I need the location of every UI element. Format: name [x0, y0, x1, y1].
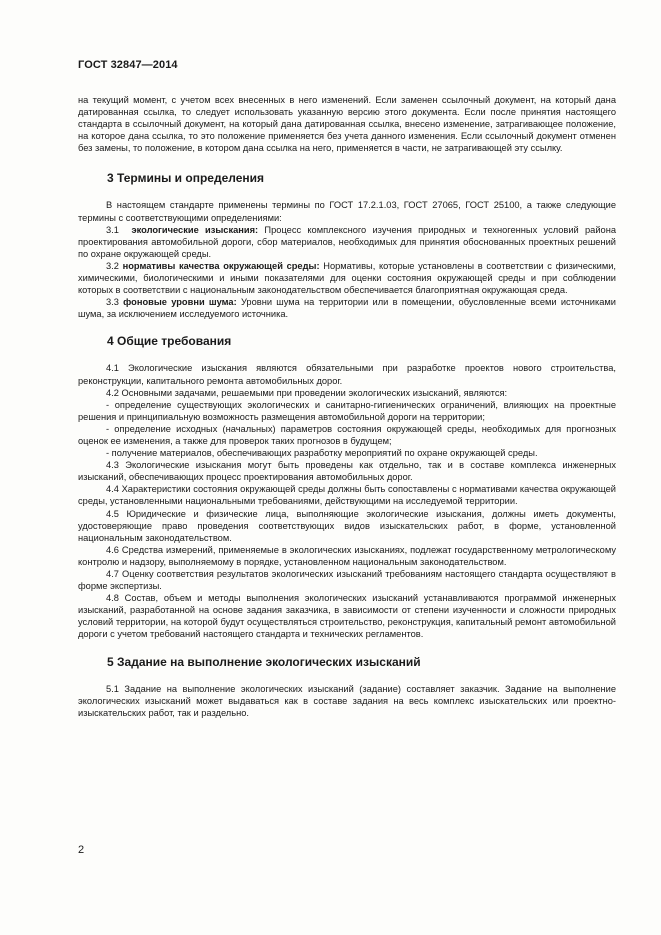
clause-4-3: 4.3 Экологические изыскания могут быть проведены как отдельно, так и в составе комплекса инженерных изысканий, обеспечивающих процесс проектирования автомобильных дорог. — [78, 460, 616, 483]
term-definition: Процесс комплексного изучения природных и техногенных условий района проектирования автомобильной дороги, сбор материалов, необходимых для принятия обоснованных проектных решений по охране окружающей среды. — [78, 224, 617, 259]
clause-4-6: 4.6 Средства измерений, применяемые в экологических изысканиях, подлежат государственному метрологическому контролю и надзору, выполняемому в порядке, установленном национальным законодательством. — [78, 544, 616, 567]
term-number: 3.3 — [106, 297, 119, 308]
intro-paragraph: на текущий момент, с учетом всех внесенных в него изменений. Если заменен ссылочный документ, на который дана датированная ссылка, то следует использовать указанную версию этого документа. Если после принятия настоящего стандарта в ссылочный документ, на который дана датированная ссылка, внесено изменение, затрагивающее положение, на которое дана ссылка, то это положение применяется без учета данного изменения. Если ссылочный документ отменен без замены, то положение, в котором дана ссылка на него, применяется в части, не затрагивающей эту ссылку. — [78, 95, 616, 154]
clause-4-2: 4.2 Основными задачами, решаемыми при проведении экологических изысканий, являются: — [106, 387, 508, 398]
term-definition: Уровни шума на территории или в помещении, обусловленные всеми источниками шума, за исключением исследуемого источника. — [78, 297, 617, 320]
clause-4-8: 4.8 Состав, объем и методы выполнения экологических изысканий устанавливаются программой инженерных изысканий, разработанной на основе задания заказчика, в зависимости от степени изученности и сложности природных условий территории, на которой будут осуществляться строительство, реконструкция, капитальный ремонт автомобильной дороги с учетом требований настоящего стандарта и технических регламентов. — [78, 593, 616, 640]
clause-4-7: 4.7 Оценку соответствия результатов экологических изысканий требованиям настоящего стандарта осуществляют в форме экспертизы. — [78, 569, 616, 592]
section-3-lead: В настоящем стандарте применены термины по ГОСТ 17.2.1.03, ГОСТ 27065, ГОСТ 25100, а также следующие термины с соответствующими определениями: — [78, 200, 616, 223]
document-body — [78, 94, 616, 719]
term-number: 3.1 — [106, 224, 119, 235]
term-definition: Нормативы, которые установлены в соответствии с физическими, химическими, биологическими и иными показателями для оценки состояния окружающей среды и при соблюдении которых в соответствии с национальным законодательством обеспечивается благоприятная окружающая среда. — [78, 260, 616, 296]
term-3-3 — [78, 296, 616, 320]
page-number: 2 — [78, 844, 85, 856]
section-3-title: 3 Термины и определения — [107, 171, 265, 186]
clause-4-5: 4.5 Юридические и физические лица, выполняющие экологические изыскания, должны иметь документы, удостоверяющие право проведения соответствующих видов изыскательских работ, в форме, установленной национальным законодательством. — [78, 508, 616, 543]
clause-4-4: 4.4 Характеристики состояния окружающей среды должны быть сопоставлены с нормативами качества окружающей среды, установленными национальными требованиями, действующими на исследуемой территории. — [78, 484, 616, 507]
section-4-title: 4 Общие требования — [107, 334, 232, 349]
term-name: фоновые уровни шума: — [123, 297, 237, 308]
clause-4-2-item-2: - определение исходных (начальных) параметров состояния окружающей среды, необходимых для прогнозных оценок ее изменения, а также для проверок таких прогнозов в будущем; — [78, 423, 616, 446]
term-3-2 — [78, 260, 616, 296]
term-name: экологические изыскания: — [131, 224, 259, 235]
clause-4-2-item-1: - определение существующих экологических и санитарно-гигиенических ограничений, влияющих на проектные решения и принципиальную возможность размещения автомобильной дороги на территории; — [78, 399, 616, 422]
page-header: ГОСТ 32847—2014 — [78, 59, 178, 71]
clause-4-1: 4.1 Экологические изыскания являются обязательными при разработке проектов нового строительства, реконструкции, капитального ремонта автомобильных дорог. — [78, 363, 616, 386]
term-name: нормативы качества окружающей среды: — [122, 260, 320, 271]
term-number: 3.2 — [106, 260, 119, 271]
term-3-1 — [78, 224, 616, 260]
clause-5-1: 5.1 Задание на выполнение экологических изысканий (задание) составляет заказчик. Задание на выполнение экологических изысканий может выдаваться как в составе задания на весь комплекс изыскательских или проектно-изыскательских работ, так и раздельно. — [78, 683, 616, 718]
clause-4-2-item-3: - получение материалов, обеспечивающих разработку мероприятий по охране окружающей среды. — [106, 448, 538, 459]
section-5-title: 5 Задание на выполнение экологических изысканий — [107, 654, 421, 669]
